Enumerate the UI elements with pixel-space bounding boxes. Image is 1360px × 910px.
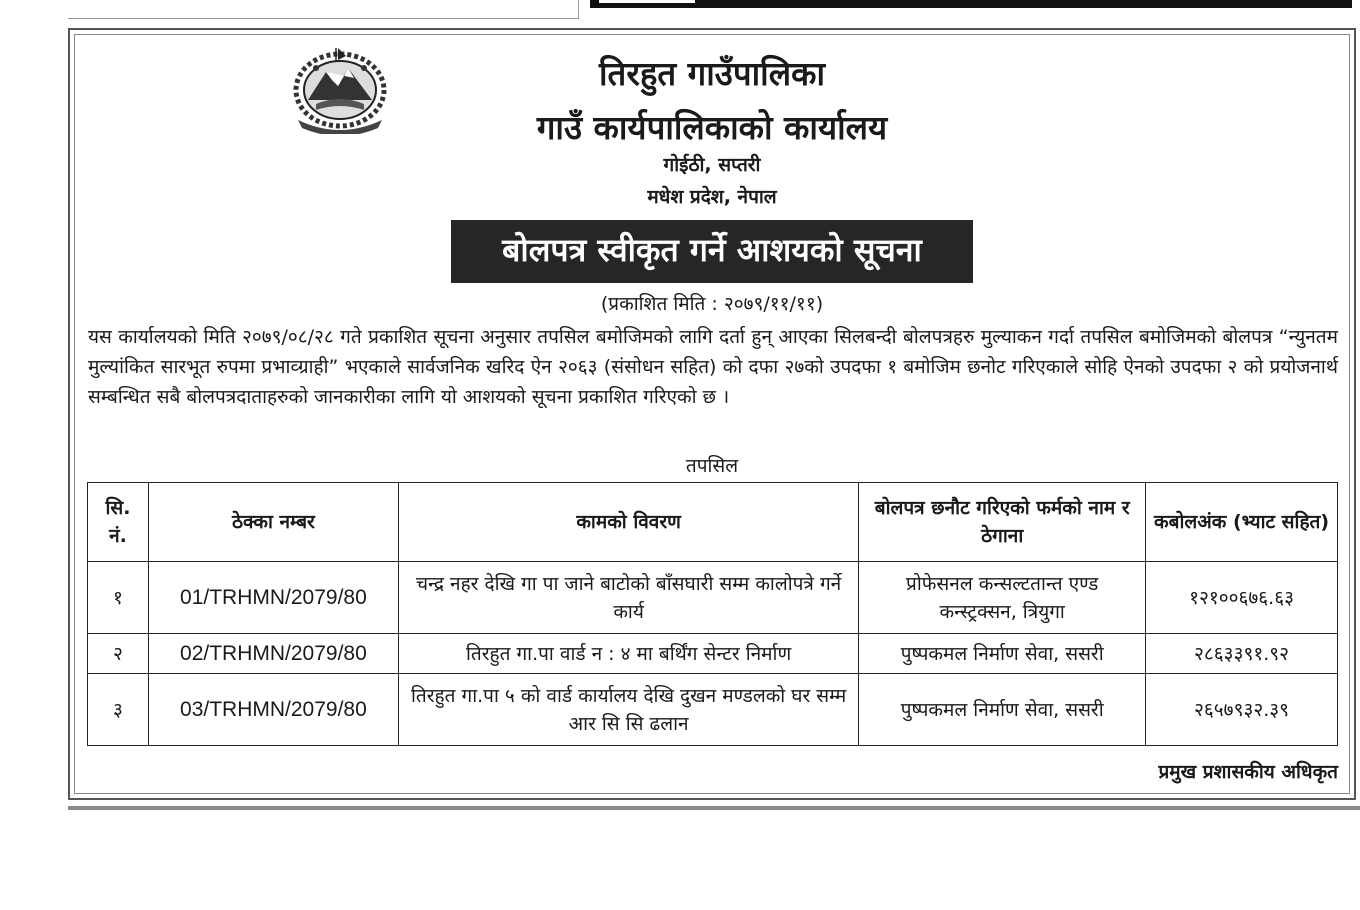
table-caption: तपसिल: [685, 455, 739, 477]
notice-body: यस कार्यालयको मिति २०७९/०८/२८ गते प्रकाशित सूचना अनुसार तपसिल बमोजिमको लागि दर्ता हुन् आएका सिलबन्दी बोलपत्रहरु मुल्याकन गर्दा तपसिल बमोजिमको बोलपत्र “न्युनतम मुल्यांकित सारभूत रुपमा प्रभाव्ग्राही” भएकाले सार्वजनिक खरिद ऐन २०६३ (संसोधन सहित) को दफा २७को उपदफा १ बमोजिम छनोट गरिएकाले सोहि ऐनको उपदफा २ को प्रयोजनार्थ सम्बन्धित सबै बोलपत्रदाताहरुको जानकारीका लागि यो आशयको सूचना प्रकाशित गरिएको छ ।: [88, 326, 1338, 408]
signatory-title: प्रमुख प्रशासकीय अधिकृत: [1158, 761, 1338, 783]
header-contract-number: ठेक्का नम्बर: [148, 483, 398, 562]
bottom-rule: [68, 806, 1360, 810]
published-date: (प्रकाशित मिति : २०७९/११/११): [600, 293, 824, 315]
cell-work-description: चन्द्र नहर देखि गा पा जाने बाटोको बाँसघारी सम्म कालोपत्रे गर्ने कार्य: [398, 562, 858, 634]
cell-serial-number: २: [88, 634, 149, 674]
notice-title-banner: बोलपत्र स्वीकृत गर्ने आशयको सूचना: [451, 220, 973, 283]
cell-contract-number: 03/TRHMN/2079/80: [148, 674, 398, 746]
cell-selected-firm: पुष्पकमल निर्माण सेवा, ससरी: [859, 634, 1146, 674]
cell-serial-number: १: [88, 562, 149, 634]
cell-bid-amount: २८६३३९१.९२: [1146, 634, 1338, 674]
cell-contract-number: 02/TRHMN/2079/80: [148, 634, 398, 674]
cell-selected-firm: प्रोफेसनल कन्सल्टतान्त एण्ड कन्स्ट्रक्सन, त्रियुगा: [859, 562, 1146, 634]
office-subtitle: गाउँ कार्यपालिकाको कार्यालय: [536, 108, 888, 147]
top-divider: [68, 18, 578, 19]
table-row: [88, 634, 1338, 674]
header-selected-firm: बोलपत्र छनौट गरिएको फर्मको नाम र ठेगाना: [859, 483, 1146, 562]
cell-serial-number: ३: [88, 674, 149, 746]
contract-awards-table: [87, 482, 1338, 746]
top-vertical-divider: [578, 0, 579, 19]
office-name: तिरहुत गाउँपालिका: [599, 54, 825, 93]
table-header-row: [88, 483, 1338, 562]
header-serial-number: सि. नं.: [88, 483, 149, 562]
cell-bid-amount: २६५७९३२.३९: [1146, 674, 1338, 746]
cell-selected-firm: पुष्पकमल निर्माण सेवा, ससरी: [859, 674, 1146, 746]
address-line-1: गोईठी, सप्तरी: [663, 154, 761, 176]
top-black-bar-notch: [598, 0, 696, 4]
cell-work-description: तिरहुत गा.पा वार्ड न : ४ मा बर्थिंग सेन्टर निर्माण: [398, 634, 858, 674]
cell-bid-amount: १२१००६७६.६३: [1146, 562, 1338, 634]
table-row: [88, 562, 1338, 634]
table-row: [88, 674, 1338, 746]
cell-contract-number: 01/TRHMN/2079/80: [148, 562, 398, 634]
address-line-2: मधेश प्रदेश, नेपाल: [647, 186, 777, 208]
cell-work-description: तिरहुत गा.पा ५ को वार्ड कार्यालय देखि दुखन मण्डलको घर सम्म आर सि सि ढलान: [398, 674, 858, 746]
top-black-bar: [590, 0, 1352, 8]
header-bid-amount: कबोलअंक (भ्याट सहित): [1146, 483, 1338, 562]
header-work-description: कामको विवरण: [398, 483, 858, 562]
